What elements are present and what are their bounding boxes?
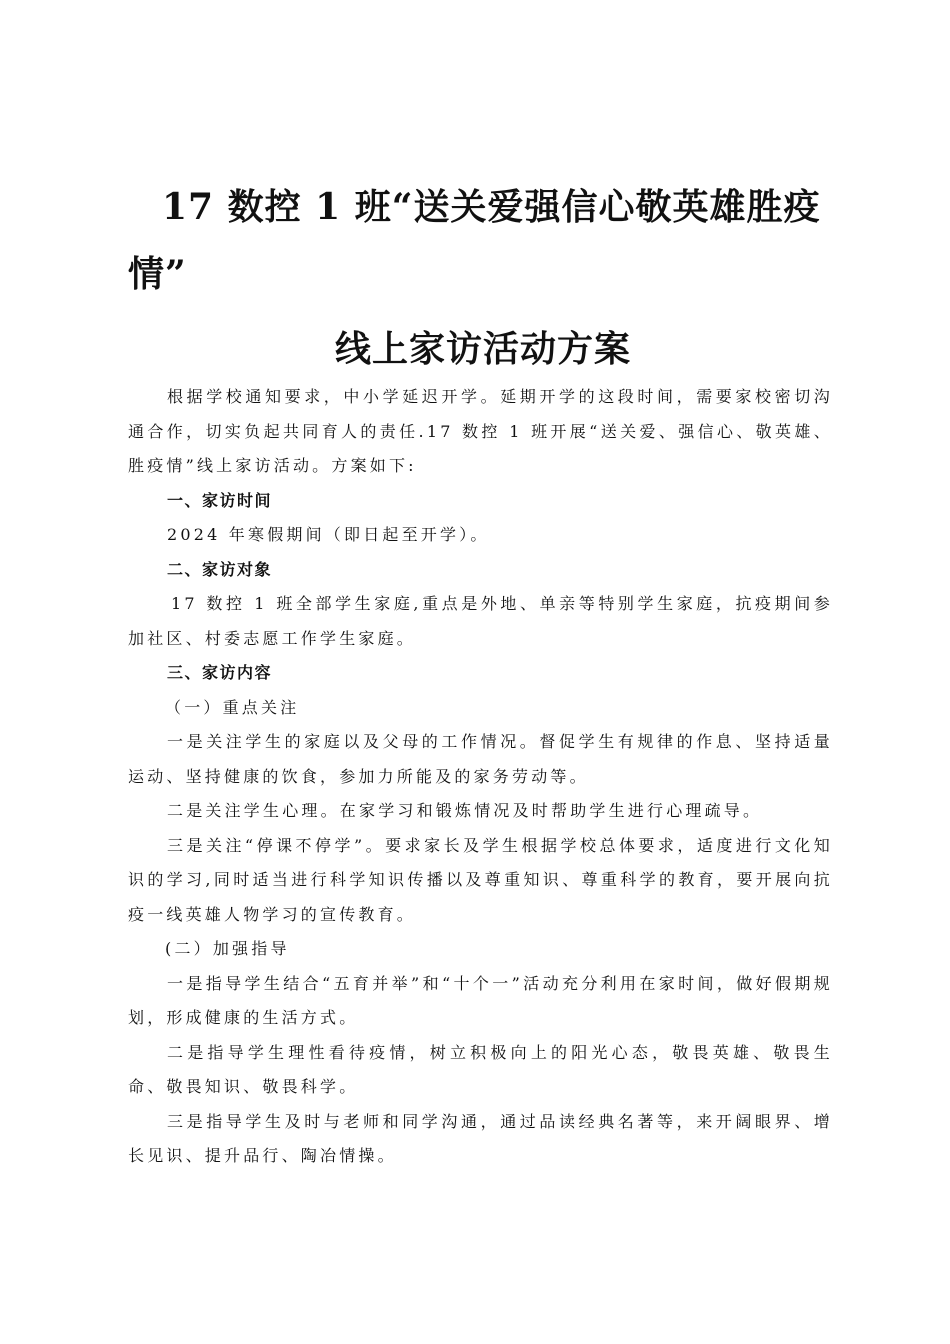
section-2-heading: 二、家访对象 (167, 559, 273, 579)
document-title-line-2: 情” (128, 253, 187, 295)
intro-paragraph: 根据学校通知要求，中小学延迟开学。延期开学的这段时间，需要家校密切沟通合作，切实负起共同育人的责任.17 数控 1 班开展“送关爱、强信心、敬英雄、胜疫情”线上家访活动。方案如下: (128, 387, 833, 475)
section-1-text: 2024 年寒假期间（即日起至开学）。 (167, 525, 490, 544)
subsection-2-item-3: 三是指导学生及时与老师和同学沟通，通过品读经典名著等，来开阔眼界、增长见识、提升品行、陶冶情操。 (128, 1111, 833, 1165)
document-title-line-3: 线上家访活动方案 (335, 328, 632, 370)
subsection-1-item-1: 一是关注学生的家庭以及父母的工作情况。督促学生有规律的作息、坚持适量运动、坚持健康的饮食，参加力所能及的家务劳动等。 (128, 732, 833, 786)
section-2-text: 17 数控 1 班全部学生家庭,重点是外地、单亲等特别学生家庭，抗疫期间参加社区、村委志愿工作学生家庭。 (128, 594, 833, 648)
subsection-1-item-3: 三是关注“停课不停学”。要求家长及学生根据学校总体要求，适度进行文化知识的学习,同时适当进行科学知识传播以及尊重知识、尊重科学的教育，要开展向抗疫一线英雄人物学习的宣传教育。 (128, 835, 833, 924)
subsection-1-heading: （一）重点关注 (165, 697, 300, 717)
subsection-2-item-1: 一是指导学生结合“五育并举”和“十个一”活动充分利用在家时间，做好假期规划，形成健康的生活方式。 (128, 973, 833, 1027)
document-body (128, 380, 833, 1174)
subsection-2-heading: (二）加强指导 (165, 939, 290, 958)
section-3-heading: 三、家访内容 (167, 663, 273, 682)
section-1-heading: 一、家访时间 (167, 490, 273, 510)
subsection-1-item-2: 二是关注学生心理。在家学习和锻炼情况及时帮助学生进行心理疏导。 (167, 801, 763, 820)
subsection-2-item-2: 二是指导学生理性看待疫情，树立积极向上的阳光心态，敬畏英雄、敬畏生命、敬畏知识、敬畏科学。 (128, 1042, 833, 1096)
document-title-line-1: 17 数控 1 班“送关爱强信心敬英雄胜疫 (162, 186, 821, 228)
